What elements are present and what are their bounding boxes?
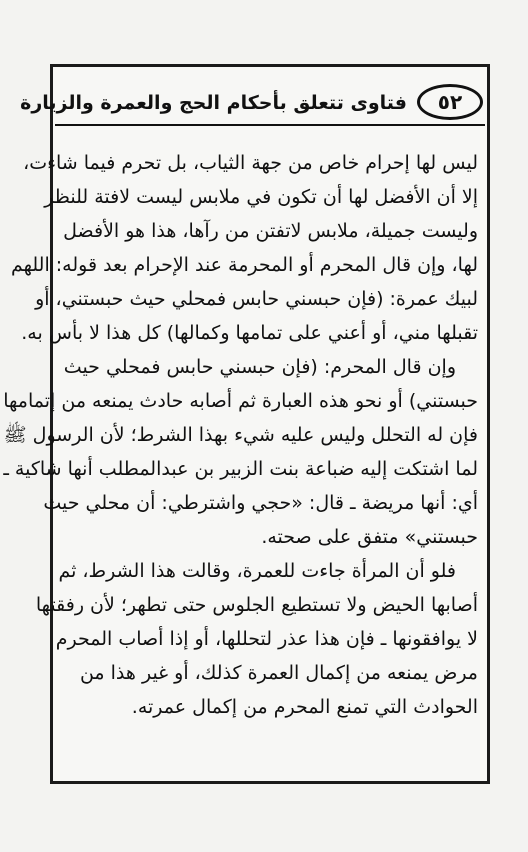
text-line: تقبلها مني، أو أعني على تمامها وكمالها) كل هذا لا بأس به. (21, 322, 478, 344)
text-line: لا يوافقونها ـ فإن هذا عذر لتحللها، أو إذا أصاب المحرم (55, 628, 478, 650)
running-title: فتاوى تتعلق بأحكام الحج والعمرة والزيارة (20, 92, 407, 114)
text-line: لما اشتكت إليه ضباعة بنت الزبير بن عبدالمطلب أنها شاكية ـ (3, 458, 478, 480)
text-line: لبيك عمرة: (فإن حبسني حابس فمحلي حيث حبستني، أو (35, 288, 478, 310)
text-line: فإن له التحلل وليس عليه شيء بهذا الشرط؛ لأن الرسول ﷺ (3, 424, 478, 446)
text-line: أصابها الحيض ولا تستطيع الجلوس حتى تطهر؛ لأن رفقتها (35, 594, 478, 616)
paragraph-start-line: فلو أن المرأة جاءت للعمرة، وقالت هذا الشرط، ثم (58, 560, 456, 582)
header-divider (55, 124, 485, 126)
page-header (20, 84, 485, 124)
text-line: الحوادث التي تمنع المحرم من إكمال عمرته. (131, 696, 478, 718)
hadith-quote-line: حبستني» متفق على صحته. (261, 526, 478, 548)
body-text (3, 146, 478, 766)
text-line: ليس لها إحرام خاص من جهة الثياب، بل تحرم فيما شاءت، (23, 152, 478, 174)
text-line: إلا أن الأفضل لها أن تكون في ملابس ليست لافتة للنظر (44, 186, 478, 208)
text-line: لها، وإن قال المحرم أو المحرمة عند الإحرام بعد قوله: اللهم (10, 254, 478, 276)
text-line: حبستني) أو نحو هذه العبارة ثم أصابه حادث يمنعه من إتمامها (3, 390, 478, 412)
hadith-quote-line: أي: أنها مريضة ـ قال: «حجي واشترطي: أن محلي حيث (43, 492, 478, 514)
text-line: مرض يمنعه من إكمال العمرة كذلك، أو غير هذا من (79, 662, 478, 684)
text-line: وليست جميلة، ملابس لاتفتن من رآها، هذا هو الأفضل (63, 220, 478, 242)
page-number-badge: ٥٢ (417, 84, 483, 120)
paragraph-start-line: وإن قال المحرم: (فإن حبسني حابس فمحلي حيث (63, 356, 456, 378)
